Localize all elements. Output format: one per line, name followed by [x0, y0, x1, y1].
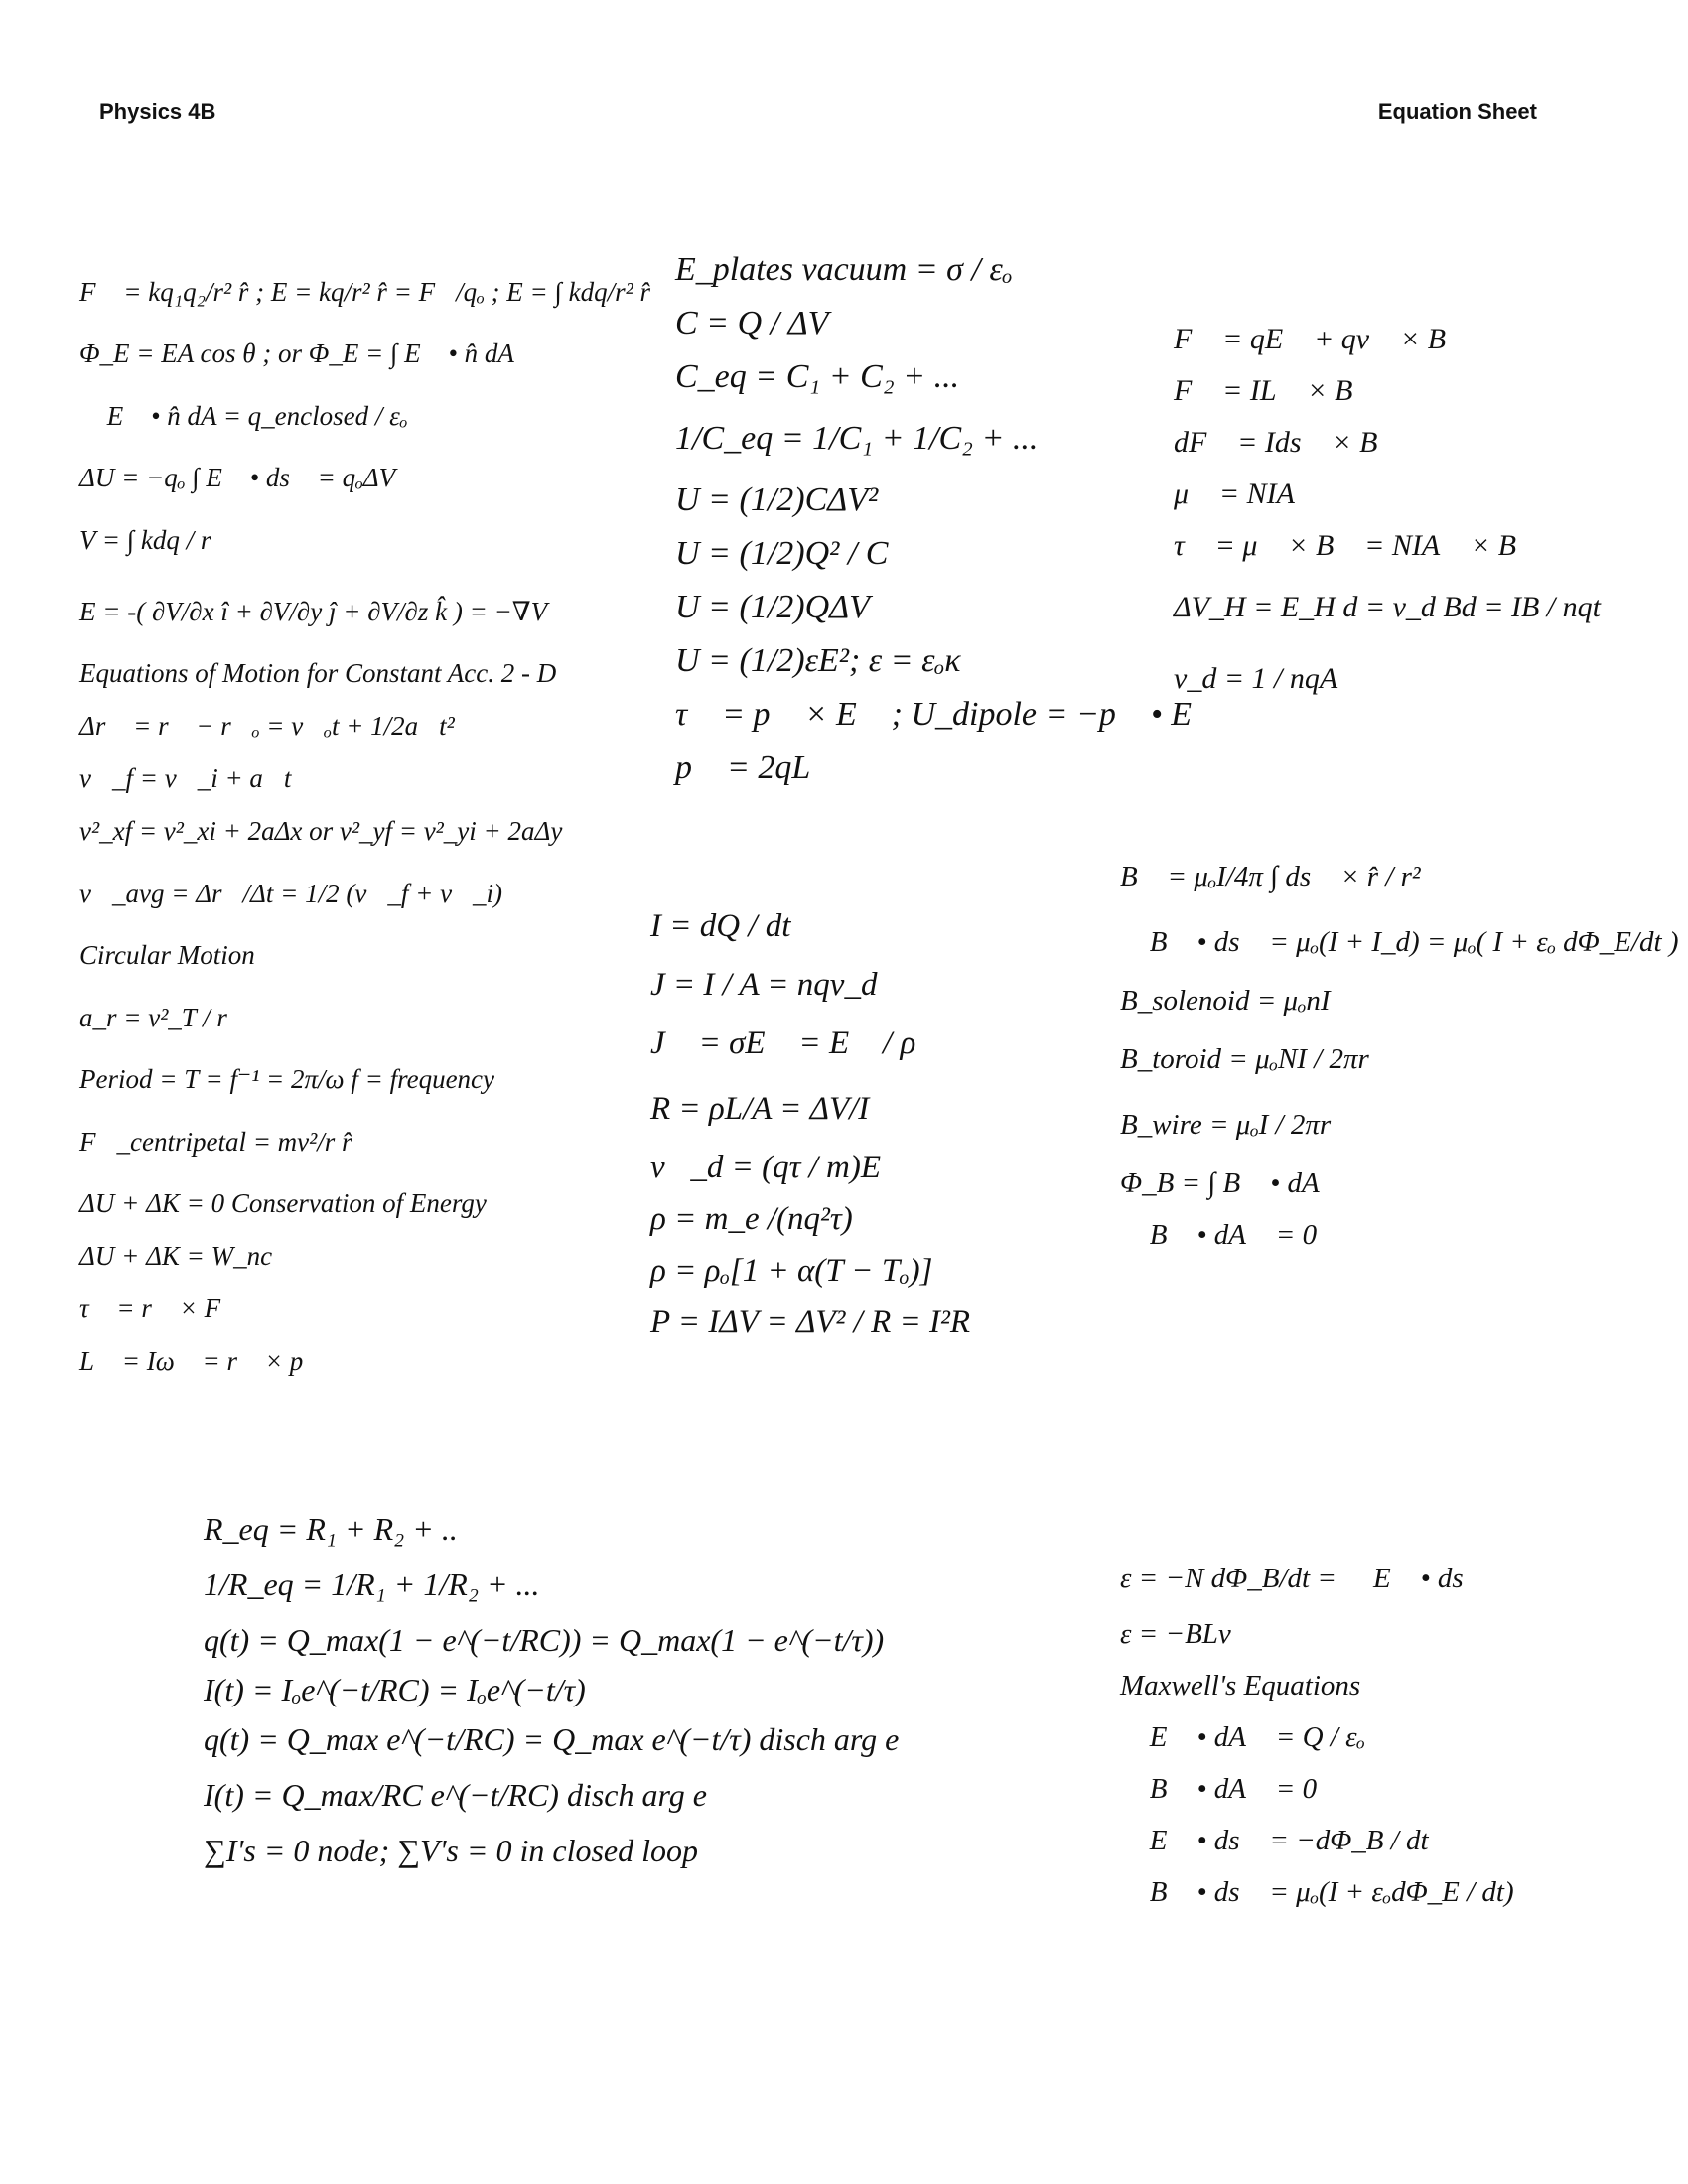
toroid-field-equation: B_toroid = μₒNI / 2πr — [1120, 1043, 1369, 1075]
displacement-equation: Δr⃗ = r⃗ − r⃗ₒ = v⃗ₒt + 1/2a⃗t² — [79, 711, 455, 741]
field-gradient-equation: E = -( ∂V/∂x î + ∂V/∂y ĵ + ∂V/∂z k̂ ) = −∇V — [79, 597, 548, 626]
capacitor-energy-equation-2: U = (1/2)Q² / C — [675, 535, 889, 572]
element-force-equation: dF⃗ = Ids⃗ × B⃗ — [1174, 426, 1401, 459]
lorentz-force-equation: F⃗ = qE⃗ + qv⃗ × B⃗ — [1174, 323, 1470, 355]
magnetic-force-column — [1174, 314, 1601, 715]
resistance-equation: R = ρL/A = ΔV/I — [650, 1091, 870, 1127]
resistivity-equation: ρ = m_e /(nq²τ) — [650, 1201, 853, 1237]
final-velocity-equation: v⃗_f = v⃗_i + a⃗t — [79, 763, 292, 793]
charging-current-equation: I(t) = Iₒe^(−t/RC) = Iₒe^(−t/τ) — [204, 1672, 586, 1707]
maxwell-gauss-magnetic-equation: ∮ B⃗ • dA⃗ = 0 — [1120, 1773, 1318, 1805]
electrostatics-column — [79, 256, 650, 1388]
potential-energy-equation: ΔU = −qₒ ∫ E⃗ • ds⃗ = qₒΔV — [79, 463, 396, 492]
discharge-charge-equation: q(t) = Q_max e^(−t/RC) = Q_max e^(−t/τ) disch arg e — [204, 1721, 900, 1757]
current-column — [650, 893, 970, 1348]
capacitance-equation: C = Q / ΔV — [675, 305, 829, 341]
gauss-law-equation: ∮ E⃗ • n̂ dA = q_enclosed / εₒ — [79, 401, 408, 431]
magnetic-torque-equation: τ⃗ = μ⃗ × B⃗ = NIA⃗ × B⃗ — [1174, 529, 1540, 562]
period-equation: Period = T = f⁻¹ = 2π/ω f = frequency — [79, 1064, 495, 1094]
energy-density-equation: U = (1/2)εE²; ε = εₒκ — [675, 642, 961, 679]
current-equation: I = dQ / dt — [650, 908, 791, 944]
plates-field-equation: E_plates vacuum = σ / εₒ — [675, 251, 1013, 288]
nonconservative-work-equation: ΔU + ΔK = W_nc — [79, 1241, 273, 1271]
capacitor-energy-equation-3: U = (1/2)QΔV — [675, 589, 870, 625]
document-subtitle: Equation Sheet — [1377, 99, 1537, 124]
maxwell-ampere-equation: ∮ B⃗ • ds⃗ = μₒ(I + εₒdΦ_E / dt) — [1120, 1876, 1514, 1908]
magnetic-moment-equation: μ⃗ = NIA⃗ — [1174, 478, 1319, 510]
circuits-column — [204, 1504, 899, 1875]
potential-integral-equation: V = ∫ kdq / r — [79, 525, 211, 555]
faraday-law-equation: ε = −N dΦ_B/dt = ∮ E⃗ • ds⃗ — [1120, 1563, 1486, 1594]
maxwell-gauss-electric-equation: ∮ E⃗ • dA⃗ = Q / εₒ — [1120, 1721, 1365, 1753]
capacitor-energy-equation-1: U = (1/2)CΔV² — [675, 481, 879, 518]
motion-heading: Equations of Motion for Constant Acc. 2 - D — [79, 658, 557, 688]
angular-momentum-equation: L⃗ = Iω⃗ = r⃗ × p⃗ — [79, 1346, 325, 1376]
drift-velocity-equation: v_d = 1 / nqA — [1174, 662, 1338, 695]
series-resistance-equation: R_eq = R₁ + R₂ + .. — [204, 1511, 458, 1547]
velocity-squared-equation: v²_xf = v²_xi + 2aΔx or v²_yf = v²_yi + 2aΔy — [79, 816, 563, 846]
motional-emf-equation: ε = −BLv — [1120, 1618, 1231, 1650]
power-equation: P = IΔV = ΔV² / R = I²R — [650, 1304, 971, 1340]
induction-column — [1120, 1549, 1514, 1918]
current-density-equation: J = I / A = nqv_d — [650, 967, 878, 1003]
electric-flux-equation: Φ_E = EA cos θ ; or Φ_E = ∫ E⃗ • n̂ dA — [79, 339, 514, 368]
solenoid-field-equation: B_solenoid = μₒnI — [1120, 985, 1331, 1017]
capacitance-column — [675, 243, 1217, 795]
gauss-magnetism-equation: ∮ B⃗ • dA⃗ = 0 — [1120, 1219, 1318, 1251]
magnetic-field-column — [1120, 844, 1679, 1261]
wire-field-equation: B_wire = μₒI / 2πr — [1120, 1109, 1332, 1141]
parallel-capacitance-equation: C_eq = C₁ + C₂ + ... — [675, 358, 960, 395]
dipole-torque-equation: τ⃗ = p⃗ × E⃗ ; U_dipole = −p⃗ • E⃗ — [675, 696, 1218, 733]
document-title: Physics 4B — [99, 99, 216, 124]
radial-acceleration-equation: a_r = v²_T / r — [79, 1003, 227, 1032]
coulomb-law-equation: F⃗ = kq₁q₂/r² r̂ ; E = kq/r² r̂ = F⃗/qₒ ; E = ∫ kdq/r² r̂ — [79, 277, 651, 307]
hall-voltage-equation: ΔV_H = E_H d = v_d Bd = IB / nqt — [1174, 591, 1601, 623]
circular-motion-heading: Circular Motion — [79, 940, 255, 970]
centripetal-force-equation: F⃗_centripetal = mv²/r r̂ — [79, 1127, 352, 1157]
biot-savart-equation: B⃗ = μₒI/4π ∫ ds⃗ × r̂ / r² — [1120, 861, 1421, 892]
parallel-resistance-equation: 1/R_eq = 1/R₁ + 1/R₂ + ... — [204, 1567, 540, 1602]
discharge-current-equation: I(t) = Q_max/RC e^(−t/RC) disch arg e — [204, 1777, 707, 1813]
wire-force-equation: F⃗ = IL⃗ × B⃗ — [1174, 374, 1376, 407]
maxwell-heading: Maxwell's Equations — [1120, 1670, 1361, 1702]
charging-charge-equation: q(t) = Q_max(1 − e^(−t/RC)) = Q_max(1 − e^(−t/τ)) — [204, 1622, 885, 1658]
ohm-law-density-equation: J⃗ = σE⃗ = E⃗ / ρ — [650, 1025, 916, 1061]
maxwell-faraday-equation: ∮ E⃗ • ds⃗ = −dΦ_B / dt — [1120, 1825, 1429, 1856]
kirchhoff-rules-equation: ∑I's = 0 node; ∑V's = 0 in closed loop — [204, 1833, 698, 1868]
dipole-moment-equation: p⃗ = 2qL⃗ — [675, 750, 837, 786]
magnetic-flux-equation: Φ_B = ∫ B⃗ • dA⃗ — [1120, 1167, 1342, 1199]
energy-conservation-equation: ΔU + ΔK = 0 Conservation of Energy — [79, 1188, 487, 1218]
ampere-maxwell-equation: ∮ B⃗ • ds⃗ = μₒ(I + I_d) = μₒ( I + εₒ dΦ_E/dt ) — [1120, 926, 1679, 958]
torque-equation: τ⃗ = r⃗ × F⃗ — [79, 1294, 242, 1323]
temperature-resistivity-equation: ρ = ρₒ[1 + α(T − Tₒ)] — [650, 1253, 933, 1289]
series-capacitance-equation: 1/C_eq = 1/C₁ + 1/C₂ + ... — [675, 420, 1039, 457]
average-velocity-equation: v⃗_avg = Δr⃗/Δt = 1/2 (v⃗_f + v⃗_i) — [79, 879, 503, 908]
drift-field-equation: v⃗_d = (qτ / m)E⃗ — [650, 1150, 907, 1185]
